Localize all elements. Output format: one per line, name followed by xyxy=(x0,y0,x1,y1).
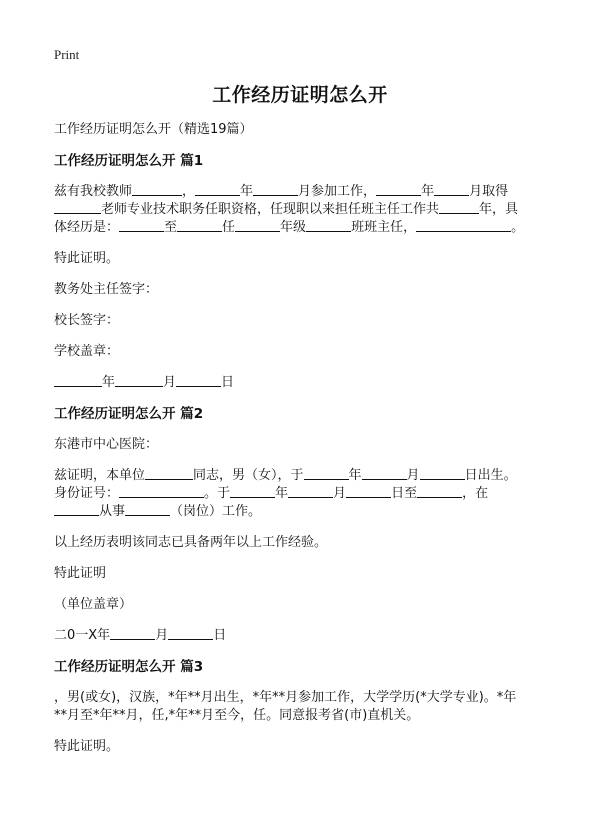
text-segment: 月 xyxy=(333,486,347,501)
text-segment: 日至 xyxy=(391,486,418,501)
blank-line xyxy=(362,467,407,480)
text-segment: 年 xyxy=(102,375,116,390)
blank-line xyxy=(253,183,298,196)
text-segment: （岗位）工作。 xyxy=(170,504,262,519)
text-segment: 从事 xyxy=(99,504,126,519)
blank-line xyxy=(304,467,349,480)
blank-line xyxy=(288,485,333,498)
text-segment: 。于 xyxy=(204,486,231,501)
text-segment: 月参加工作， xyxy=(298,184,377,199)
section-1-date xyxy=(54,374,234,392)
blank-line xyxy=(125,503,170,516)
section-2-date xyxy=(54,627,226,645)
blank-line xyxy=(376,183,421,196)
blank-line xyxy=(54,503,99,516)
text-segment: 体经历是： xyxy=(54,220,120,235)
text-segment: ，在 xyxy=(462,486,489,501)
text-segment: 月取得 xyxy=(469,184,509,199)
text-segment: 年 xyxy=(348,468,362,483)
blank-line xyxy=(132,183,182,196)
section-1-heading: 工作经历证明怎么开 篇1 xyxy=(54,153,204,169)
section-2-heading: 工作经历证明怎么开 篇2 xyxy=(54,406,204,422)
text-segment: 月 xyxy=(163,375,177,390)
text-segment: 至 xyxy=(164,220,178,235)
blank-line xyxy=(119,485,204,498)
section-2-seal: （单位盖章） xyxy=(54,597,133,612)
section-2-addressee: 东港市中心医院： xyxy=(54,437,159,452)
text-segment: 年，具 xyxy=(479,202,519,217)
text-segment: 任 xyxy=(222,220,236,235)
blank-line xyxy=(417,485,462,498)
section-2-paragraph-line-3 xyxy=(54,503,261,521)
blank-line xyxy=(195,183,240,196)
blank-line xyxy=(346,485,391,498)
blank-line xyxy=(230,485,275,498)
section-2-paragraph-line-2 xyxy=(54,485,488,503)
text-segment: 二0一X年 xyxy=(54,628,111,643)
section-1-closing: 特此证明。 xyxy=(54,251,120,266)
text-segment: 年 xyxy=(240,184,254,199)
text-segment: 兹证明，本单位 xyxy=(54,468,146,483)
blank-line xyxy=(439,201,479,214)
section-1-paragraph-line-2 xyxy=(54,201,518,219)
blank-line xyxy=(110,627,155,640)
section-2-paragraph-line-1 xyxy=(54,467,517,485)
blank-line xyxy=(54,374,102,387)
section-2-experience-statement: 以上经历表明该同志已具备两年以上工作经验。 xyxy=(54,535,328,550)
text-segment: 日 xyxy=(221,375,235,390)
blank-line xyxy=(176,374,221,387)
text-segment: 。 xyxy=(511,220,525,235)
section-1-paragraph-line-3 xyxy=(54,219,524,237)
text-segment: 年级 xyxy=(280,220,307,235)
text-segment: 月 xyxy=(406,468,420,483)
blank-line xyxy=(177,219,222,232)
blank-line xyxy=(145,467,193,480)
text-segment: 年 xyxy=(421,184,435,199)
text-segment: 月 xyxy=(155,628,169,643)
section-1-school-seal: 学校盖章： xyxy=(54,344,120,359)
blank-line xyxy=(235,219,280,232)
section-2-closing: 特此证明 xyxy=(54,566,107,581)
text-segment: ， xyxy=(182,184,196,199)
section-3-closing: 特此证明。 xyxy=(54,739,120,754)
blank-line xyxy=(434,183,469,196)
print-link[interactable]: Print xyxy=(54,47,80,62)
document-title: 工作经历证明怎么开 xyxy=(212,84,388,106)
blank-line xyxy=(115,374,163,387)
document-subtitle: 工作经历证明怎么开（精选19篇） xyxy=(54,122,253,137)
text-segment: 兹有我校教师 xyxy=(54,184,133,199)
blank-line xyxy=(420,467,465,480)
blank-line xyxy=(119,219,164,232)
text-segment: 同志，男（女），于 xyxy=(193,468,304,483)
section-1-signature-dean: 教务处主任签字： xyxy=(54,282,159,297)
section-3-heading: 工作经历证明怎么开 篇3 xyxy=(54,659,204,675)
text-segment: 日出生。 xyxy=(464,468,517,483)
text-segment: 班班主任， xyxy=(351,220,417,235)
blank-line xyxy=(168,627,213,640)
blank-line xyxy=(416,219,511,232)
section-1-paragraph-line-1 xyxy=(54,183,508,201)
section-3-paragraph-line-2: **月至*年**月，任,*年**月至今，任。同意报考省(市)直机关。 xyxy=(54,708,420,723)
blank-line xyxy=(306,219,351,232)
text-segment: 老师专业技术职务任职资格，任现职以来担任班主任工作共 xyxy=(101,202,440,217)
text-segment: 身份证号： xyxy=(54,486,120,501)
section-3-paragraph-line-1: ，男(或女)，汉族，*年**月出生，*年**月参加工作，大学学历(*大学专业)。*年 xyxy=(54,690,517,705)
blank-line xyxy=(54,201,101,214)
section-1-signature-principal: 校长签字： xyxy=(54,313,120,328)
text-segment: 日 xyxy=(213,628,227,643)
text-segment: 年 xyxy=(275,486,289,501)
